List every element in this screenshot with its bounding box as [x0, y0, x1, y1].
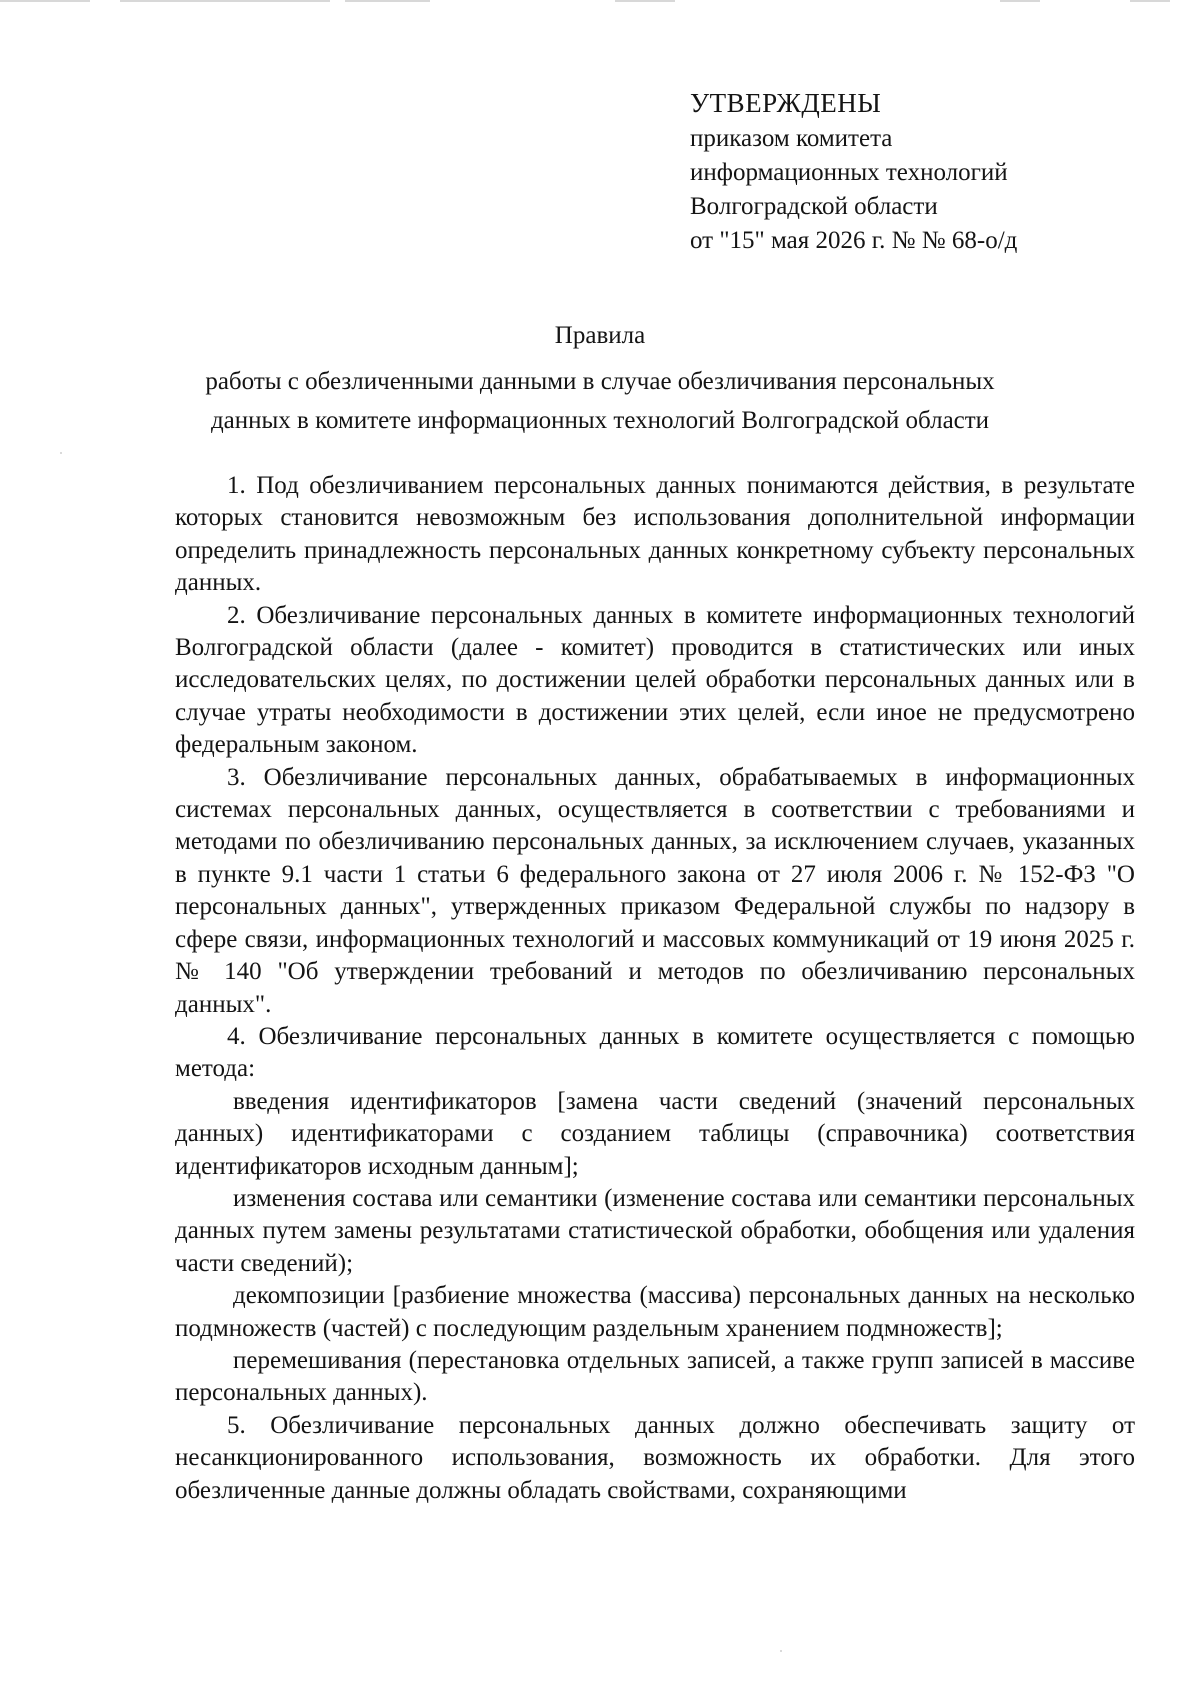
paragraph-5: 5. Обезличивание персональных данных должно обеспечивать защиту от несанкционированного использования, возможность их обработки. Для этого обезличенные данные должны обладать свойствами, сохраняющими	[175, 1411, 1135, 1504]
subtitle-line: работы с обезличенными данными в случае обезличивания персональных	[205, 368, 995, 395]
scan-artifact	[120, 0, 330, 2]
subtitle-line: данных в комитете информационных технологий Волгоградской области	[210, 407, 990, 434]
approval-block	[690, 86, 1110, 258]
document-body	[175, 470, 1135, 1507]
approval-line: Волгоградской области	[690, 193, 938, 220]
approval-line: приказом комитета	[690, 125, 893, 152]
paragraph-2: 2. Обезличивание персональных данных в комитете информационных технологий Волгоградской области (далее - комитет) проводится в статистических или иных исследовательских целях, по достижении целей обработки персональных данных или в случае утраты необходимости в достижении этих целей, если иное не предусмотрено федеральным законом.	[175, 601, 1135, 759]
document-subtitle	[0, 362, 1200, 440]
scan-artifact	[0, 0, 90, 2]
scan-speck	[60, 452, 62, 454]
method-item-decomposition: декомпозиции [разбиение множества (массива) персональных данных на несколько подмножеств (частей) с последующим раздельным хранением подмножеств];	[175, 1282, 1135, 1342]
approval-line: информационных технологий	[690, 159, 1008, 186]
method-item-composition: изменения состава или семантики (изменение состава или семантики персональных данных путем замены результатами статистической обработки, обобщения или удаления части сведений);	[175, 1184, 1135, 1277]
scan-speck	[780, 1650, 782, 1652]
document-title: Правила	[554, 322, 646, 349]
scan-artifact	[615, 0, 675, 2]
paragraph-1: 1. Под обезличиванием персональных данных понимаются действия, в результате которых становится невозможным без использования дополнительной информации определить принадлежность персональных данных конкретному субъекту персональных данных.	[175, 472, 1135, 597]
scan-artifact	[345, 0, 430, 2]
method-item-shuffling: перемешивания (перестановка отдельных записей, а также групп записей в массиве персональных данных).	[175, 1346, 1135, 1407]
paragraph-3: 3. Обезличивание персональных данных, обрабатываемых в информационных системах персональных данных, осуществляется в соответствии с требованиями и методами по обезличиванию персональных данных, за исключением случаев, указанных в пункте 9.1 части 1 статьи 6 федерального закона от 27 июля 2006 г. № 152-ФЗ "О персональных данных", утвержденных приказом Федеральной службы по надзору в сфере связи, информационных технологий и массовых коммуникаций от 19 июня 2025 г. № 140 "Об утверждении требований и методов по обезличиванию персональных данных".	[175, 763, 1135, 1018]
approval-order-line: от "15" мая 2026 г. № № 68-о/д	[690, 227, 1018, 254]
scan-artifact	[1130, 0, 1170, 2]
approval-heading: УТВЕРЖДЕНЫ	[690, 88, 882, 118]
paragraph-4: 4. Обезличивание персональных данных в комитете осуществляется с помощью метода:	[175, 1022, 1135, 1083]
method-item-identifiers: введения идентификаторов [замена части сведений (значений персональных данных) идентификаторами с созданием таблицы (справочника) соответствия идентификаторов исходным данным];	[175, 1087, 1135, 1180]
scan-artifact	[1000, 0, 1040, 2]
